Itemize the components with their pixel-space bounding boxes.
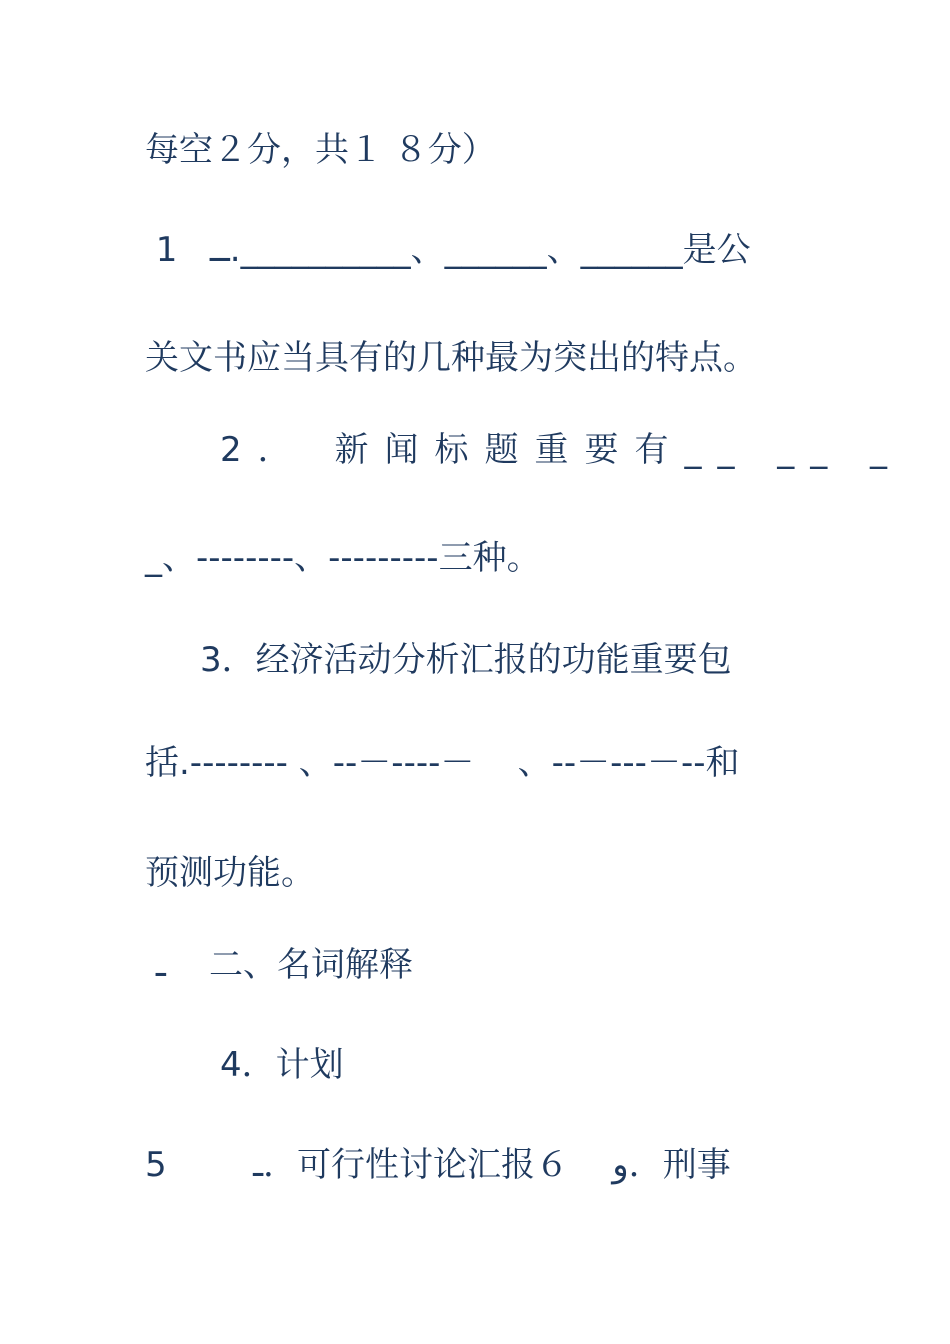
term-5-number: 5 xyxy=(145,1145,254,1185)
bullet-mark: ـ xyxy=(155,945,166,985)
question-3-line-3: 预测功能。 xyxy=(145,853,315,893)
bullet-mark: ـ xyxy=(253,1145,264,1185)
spacer xyxy=(145,945,156,985)
terms-5-6 xyxy=(145,1145,731,1185)
question-1-line-2: 关文书应当具有的几种最为突出的特点。 xyxy=(145,338,757,378)
bullet-mark: ــ xyxy=(209,230,230,270)
question-1-line-1 xyxy=(145,230,751,270)
question-3-line-1: 3．经济活动分析汇报的功能重要包 xyxy=(200,640,732,680)
question-2-line-1: 2． 新闻标题重要有__ __ _ xyxy=(220,430,904,470)
section-heading-terms xyxy=(145,945,413,985)
question-1-number: 1 xyxy=(145,230,210,270)
question-2-line-2: _、--------、---------三种。 xyxy=(145,538,541,578)
question-3-line-2: 括.-------- 、--－----－ 、--－---－--和 xyxy=(145,743,740,783)
bullet-mark: و xyxy=(612,1145,629,1185)
section-title: 二、名词解释 xyxy=(165,945,414,985)
term-4: 4．计划 xyxy=(220,1045,344,1085)
term-6-text: ．刑事 xyxy=(628,1145,731,1185)
question-1-blanks: .__________、______、______是公 xyxy=(229,230,751,270)
scoring-instruction: 每空２分，共１ ８分） xyxy=(145,130,496,170)
term-5-text: ．可行性讨论汇报６ xyxy=(263,1145,613,1185)
